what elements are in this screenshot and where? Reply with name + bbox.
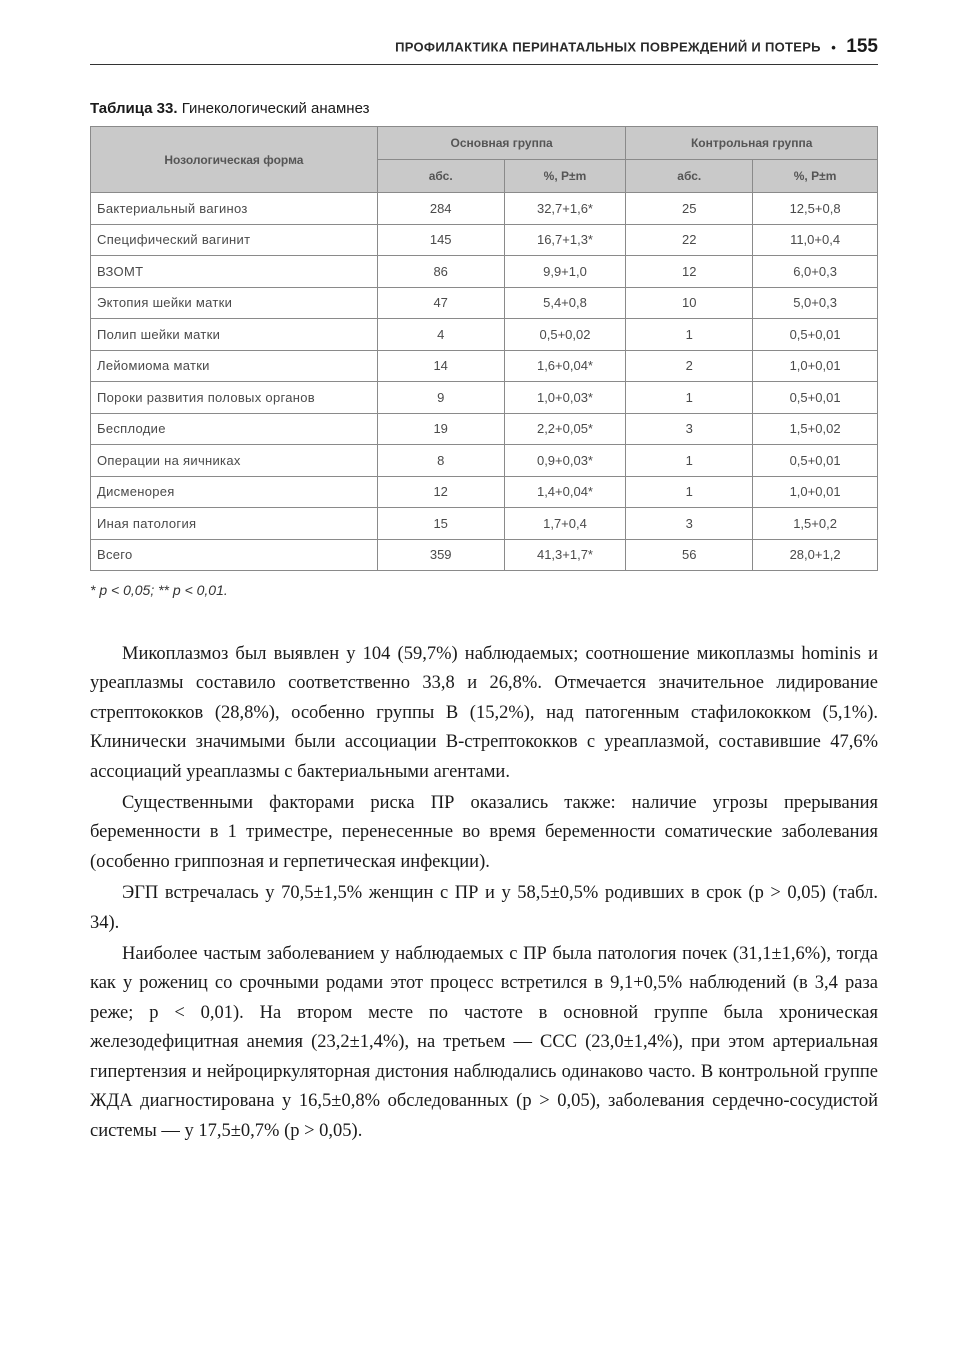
cell-control-percent: 0,5+0,01 <box>753 382 878 414</box>
row-label: Операции на яичниках <box>91 445 378 477</box>
table-row <box>91 445 878 477</box>
row-label: Полип шейки матки <box>91 319 378 351</box>
row-label: Пороки развития половых органов <box>91 382 378 414</box>
table-row <box>91 319 878 351</box>
column-header-main-group: Основная группа <box>377 127 626 160</box>
paragraph: ЭГП встречалась у 70,5±1,5% женщин с ПР и у 58,5±0,5% родивших в срок (p > 0,05) (табл. 34). <box>90 883 878 933</box>
cell-control-abs: 1 <box>626 319 753 351</box>
cell-main-abs: 19 <box>377 413 504 445</box>
paragraph: Микоплазмоз был выявлен у 104 (59,7%) наблюдаемых; соотношение микоплазмы hominis и уреаплазмы составило соответственно 33,8 и 26,8%. Отмечается значительное лидирование стрептококков (28,8%), особенно группы В (15,2%), над патогенным стафилококком (5,1%). Клинически значимыми были ассоциации В-стрептококков с уреаплазмой, составившие 47,6% ассоциаций уреаплазмы с бактериальными агентами. <box>90 644 878 782</box>
cell-control-percent: 1,0+0,01 <box>753 350 878 382</box>
cell-main-percent: 0,5+0,02 <box>504 319 626 351</box>
cell-main-percent: 16,7+1,3* <box>504 224 626 256</box>
cell-control-abs: 1 <box>626 382 753 414</box>
cell-main-abs: 12 <box>377 476 504 508</box>
cell-main-abs: 145 <box>377 224 504 256</box>
table-row <box>91 287 878 319</box>
cell-main-percent: 32,7+1,6* <box>504 193 626 225</box>
row-label: Специфический вагинит <box>91 224 378 256</box>
cell-control-percent: 28,0+1,2 <box>753 539 878 571</box>
table-caption <box>90 100 369 117</box>
cell-control-abs: 56 <box>626 539 753 571</box>
cell-main-percent: 5,4+0,8 <box>504 287 626 319</box>
cell-main-abs: 4 <box>377 319 504 351</box>
cell-main-abs: 359 <box>377 539 504 571</box>
row-label: Иная патология <box>91 508 378 540</box>
cell-control-abs: 12 <box>626 256 753 288</box>
cell-main-abs: 15 <box>377 508 504 540</box>
column-header-main-percent: %, P±m <box>504 160 626 193</box>
cell-main-percent: 41,3+1,7* <box>504 539 626 571</box>
body-text <box>90 640 878 1148</box>
cell-control-percent: 1,5+0,2 <box>753 508 878 540</box>
header-bullet: • <box>831 39 836 55</box>
row-label: Лейомиома матки <box>91 350 378 382</box>
cell-control-percent: 1,0+0,01 <box>753 476 878 508</box>
row-label: Всего <box>91 539 378 571</box>
cell-main-percent: 0,9+0,03* <box>504 445 626 477</box>
cell-control-abs: 3 <box>626 508 753 540</box>
gynecological-history-table <box>90 126 878 571</box>
row-label: Эктопия шейки матки <box>91 287 378 319</box>
column-header-control-percent: %, P±m <box>753 160 878 193</box>
table-row <box>91 382 878 414</box>
table-row <box>91 539 878 571</box>
cell-control-percent: 12,5+0,8 <box>753 193 878 225</box>
cell-main-abs: 47 <box>377 287 504 319</box>
cell-main-percent: 1,7+0,4 <box>504 508 626 540</box>
cell-main-percent: 2,2+0,05* <box>504 413 626 445</box>
cell-control-abs: 25 <box>626 193 753 225</box>
cell-main-abs: 284 <box>377 193 504 225</box>
page-header <box>90 36 878 65</box>
cell-control-abs: 22 <box>626 224 753 256</box>
cell-main-percent: 1,0+0,03* <box>504 382 626 414</box>
column-header-nosology: Нозологическая форма <box>91 127 378 193</box>
cell-main-abs: 8 <box>377 445 504 477</box>
row-label: ВЗОМТ <box>91 256 378 288</box>
table-row <box>91 350 878 382</box>
cell-control-abs: 10 <box>626 287 753 319</box>
column-header-main-abs: абс. <box>377 160 504 193</box>
cell-main-percent: 9,9+1,0 <box>504 256 626 288</box>
cell-control-percent: 5,0+0,3 <box>753 287 878 319</box>
cell-main-abs: 86 <box>377 256 504 288</box>
table-row <box>91 193 878 225</box>
running-title: ПРОФИЛАКТИКА ПЕРИНАТАЛЬНЫХ ПОВРЕЖДЕНИЙ И ПОТЕРЬ <box>395 39 821 55</box>
column-header-control-group: Контрольная группа <box>626 127 878 160</box>
row-label: Бактериальный вагиноз <box>91 193 378 225</box>
cell-control-percent: 0,5+0,01 <box>753 319 878 351</box>
cell-main-percent: 1,6+0,04* <box>504 350 626 382</box>
cell-control-percent: 0,5+0,01 <box>753 445 878 477</box>
cell-main-abs: 14 <box>377 350 504 382</box>
cell-main-percent: 1,4+0,04* <box>504 476 626 508</box>
column-header-control-abs: абс. <box>626 160 753 193</box>
page-number: 155 <box>846 36 878 57</box>
paragraph: Существенными факторами риска ПР оказались также: наличие угрозы прерывания беременности в 1 триместре, перенесенные во время беременности соматические заболевания (особенно гриппозная и герпетическая инфекции). <box>90 793 878 872</box>
table-row <box>91 476 878 508</box>
cell-main-abs: 9 <box>377 382 504 414</box>
table-body <box>91 193 878 571</box>
table-caption-label: Таблица 33. <box>90 100 178 117</box>
table-row <box>91 256 878 288</box>
cell-control-abs: 1 <box>626 476 753 508</box>
cell-control-abs: 2 <box>626 350 753 382</box>
table-caption-text: Гинекологический анамнез <box>181 100 370 117</box>
row-label: Бесплодие <box>91 413 378 445</box>
cell-control-percent: 11,0+0,4 <box>753 224 878 256</box>
cell-control-abs: 1 <box>626 445 753 477</box>
row-label: Дисменорея <box>91 476 378 508</box>
cell-control-percent: 1,5+0,02 <box>753 413 878 445</box>
cell-control-abs: 3 <box>626 413 753 445</box>
table-footnote: * p < 0,05; ** p < 0,01. <box>90 582 228 598</box>
paragraph: Наиболее частым заболеванием у наблюдаемых с ПР была патология почек (31,1±1,6%), тогда как у рожениц со срочными родами этот процесс встретился в 9,1+0,5% наблюдений (в 3,4 раза реже; p < 0,01). На втором месте по частоте в основной группе была хроническая железодефицитная анемия (23,2±1,4%), на третьем — ССС (23,0±1,4%), при этом артериальная гипертензия и нейроциркуляторная дистония наблюдались одинаково часто. В контрольной группе ЖДА диагностирована у 16,5±0,8% обследованных (p > 0,05), заболевания сердечно-сосудистой системы — у 17,5±0,7% (p > 0,05). <box>90 944 878 1141</box>
cell-control-percent: 6,0+0,3 <box>753 256 878 288</box>
table-row <box>91 413 878 445</box>
table-row <box>91 224 878 256</box>
table-row <box>91 508 878 540</box>
